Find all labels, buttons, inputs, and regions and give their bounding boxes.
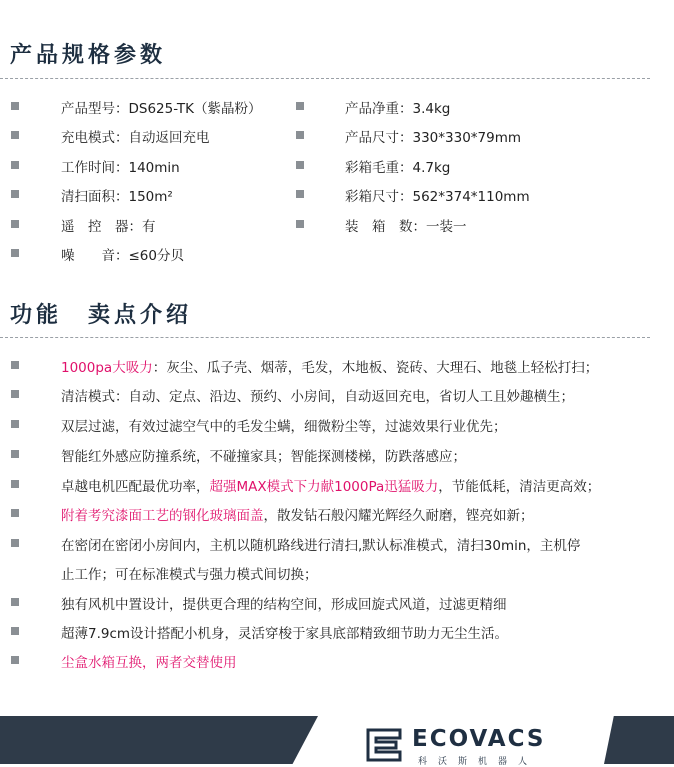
bullet-icon	[296, 220, 304, 228]
feature-small-room: 在密闭在密闭小房间内，主机以随机路线进行清扫,默认标准模式，清扫30min，主机停	[61, 538, 581, 554]
feature-sensor: 智能红外感应防撞系统，不碰撞家具；智能探测楼梯，防跌落感应；	[61, 449, 466, 465]
feature-highlight: 超强MAX模式下力献1000Pa迅猛吸力	[209, 479, 439, 495]
spec-remote: 遥 控 器：有	[61, 219, 156, 235]
bullet-icon	[296, 131, 304, 139]
bullet-icon	[11, 131, 19, 139]
feature-suction	[61, 356, 598, 376]
bullet-icon	[11, 249, 19, 257]
feature-highlight: 尘盒水箱互换，两者交替使用	[61, 655, 237, 671]
spec-size: 产品尺寸：330*330*79mm	[345, 130, 522, 146]
feature-modes: 清洁模式：自动、定点、沿边、预约、小房间，自动返回充电，省切人工且妙趣横生；	[61, 389, 574, 405]
spec-noise: 噪 音：≤60分贝	[61, 248, 184, 264]
feature-fan: 独有风机中置设计，提供更合理的结构空间，形成回旋式风道，过滤更精细	[61, 597, 507, 613]
feature-highlight: 1000pa大吸力	[61, 360, 153, 376]
bullet-icon	[296, 161, 304, 169]
ecovacs-mark-icon	[362, 726, 406, 764]
bullet-icon	[11, 161, 19, 169]
bullet-icon	[11, 102, 19, 110]
feature-small-room-cont: 止工作；可在标准模式与强力模式间切换；	[61, 567, 318, 583]
bullet-icon	[11, 598, 19, 606]
footer-band-right	[604, 716, 674, 764]
bullet-icon	[296, 102, 304, 110]
spec-model: 产品型号：DS625-TK（紫晶粉）	[61, 101, 262, 117]
bullet-icon	[11, 390, 19, 398]
bullet-icon	[11, 509, 19, 517]
bullet-icon	[11, 539, 19, 547]
features-divider	[0, 337, 650, 338]
feature-text: ：灰尘、瓜子壳、烟蒂，毛发，木地板、瓷砖、大理石、地毯上轻松打扫；	[152, 360, 599, 376]
spec-net-weight: 产品净重：3.4kg	[345, 101, 451, 117]
bullet-icon	[11, 480, 19, 488]
feature-text: ，节能低耗，清洁更高效；	[438, 479, 601, 495]
feature-thin-body: 超薄7.9cm设计搭配小机身，灵活穿梭于家具底部精致细节助力无尘生活。	[61, 626, 509, 642]
spec-box-size: 彩箱尺寸：562*374*110mm	[345, 189, 530, 205]
feature-motor	[61, 475, 600, 495]
spec-charging: 充电模式：自动返回充电	[61, 130, 210, 146]
spec-package-count: 装 箱 数：一装一	[345, 219, 467, 235]
bullet-icon	[11, 220, 19, 228]
bullet-icon	[11, 450, 19, 458]
feature-glass-cover	[61, 504, 534, 524]
ecovacs-logo	[362, 726, 562, 767]
feature-filter: 双层过滤，有效过滤空气中的毛发尘螨，细微粉尘等，过滤效果行业优先；	[61, 419, 507, 435]
features-title: 功能 卖点介绍	[10, 303, 193, 328]
feature-text: ，散发钻石般闪耀光辉经久耐磨，铿亮如新；	[263, 508, 534, 524]
spec-work-time: 工作时间：140min	[61, 160, 180, 176]
bullet-icon	[296, 190, 304, 198]
feature-highlight: 附着考究漆面工艺的钢化玻璃面盖	[61, 508, 264, 524]
bullet-icon	[11, 627, 19, 635]
bullet-icon	[11, 420, 19, 428]
bullet-icon	[11, 190, 19, 198]
brand-name: ECOVACS	[412, 726, 546, 752]
brand-name-cn: 科沃斯机器人	[418, 757, 539, 767]
feature-dustbox	[61, 651, 237, 671]
bullet-icon	[11, 361, 19, 369]
specs-divider	[0, 78, 650, 79]
footer-band-left	[0, 716, 318, 764]
bullet-icon	[11, 656, 19, 664]
spec-gross-weight: 彩箱毛重：4.7kg	[345, 160, 451, 176]
footer	[0, 716, 674, 767]
spec-area: 清扫面积：150m²	[61, 189, 173, 205]
specs-title: 产品规格参数	[10, 43, 167, 68]
feature-text: 卓越电机匹配最优功率，	[61, 479, 210, 495]
